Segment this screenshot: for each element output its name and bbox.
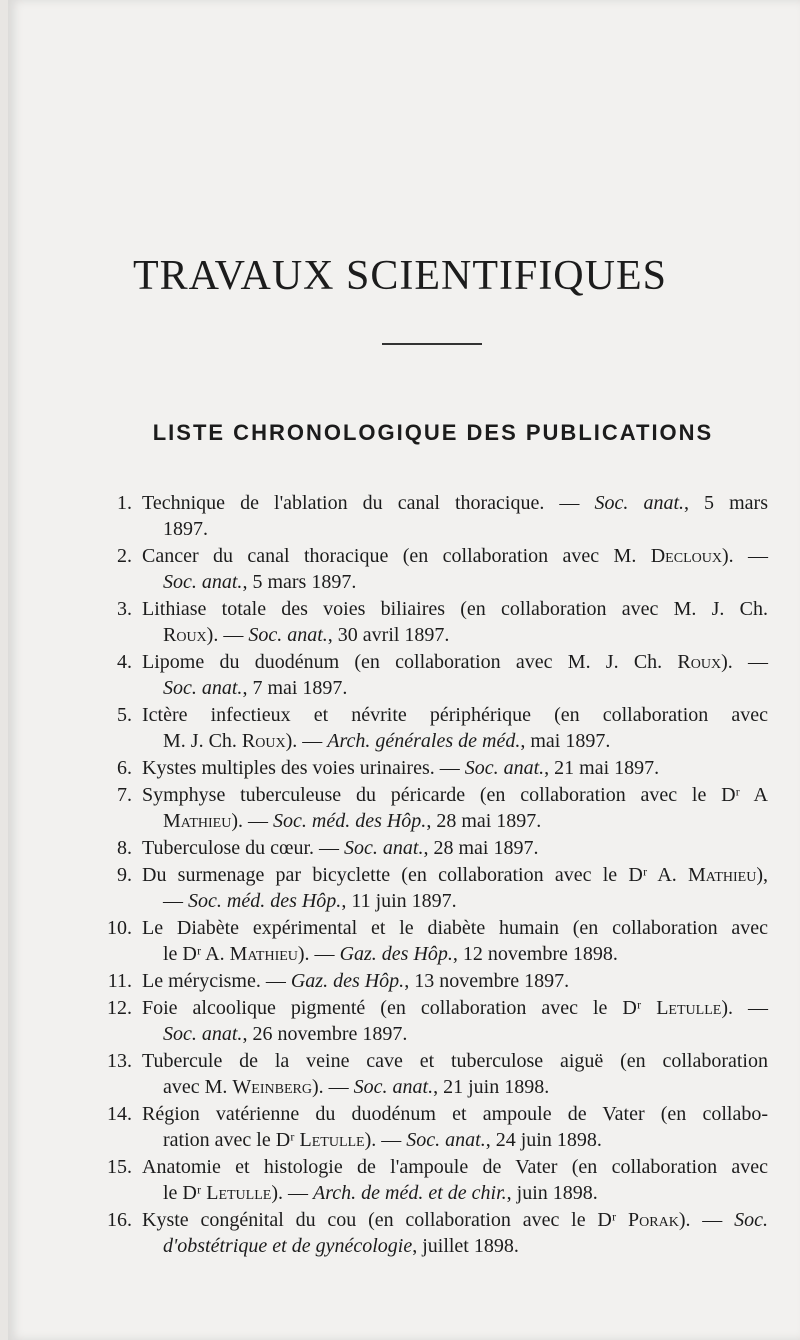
publication-line [142, 755, 659, 781]
citation-text: ). — [285, 730, 328, 752]
journal-citation: Arch. de méd. et de chir. [313, 1182, 507, 1204]
author-name: Weinberg [232, 1076, 312, 1098]
citation-text: Tuberculose du cœur. — [142, 837, 345, 859]
publication-line [142, 782, 768, 808]
citation-text: ). — [231, 810, 273, 832]
citation-text: ration avec le Dʳ [163, 1129, 300, 1151]
publication-number: 8. [117, 837, 132, 859]
citation-text: , juillet 1898. [412, 1235, 519, 1257]
publication-line [142, 1048, 768, 1074]
citation-text: , 13 novembre 1897. [404, 970, 570, 992]
author-name: Roux [677, 651, 722, 673]
citation-text: , 24 juin 1898. [485, 1129, 602, 1151]
citation-text: , 30 avril 1897. [327, 624, 450, 646]
citation-text: , 28 mai 1897. [423, 837, 539, 859]
citation-text: ). — [364, 1129, 407, 1151]
citation-text: , 26 novembre 1897. [242, 1023, 408, 1045]
journal-citation: Soc. anat. [353, 1076, 434, 1098]
citation-text: Lipome du duodénum (en collaboration avec M. J. Ch. [142, 651, 678, 673]
journal-citation: Soc. anat. [594, 492, 684, 514]
publication-line [142, 1154, 768, 1180]
publication-line [142, 1207, 768, 1233]
citation-text: Le mérycisme. — [142, 970, 291, 992]
publication-continuation [163, 1127, 602, 1153]
publication-line [142, 995, 768, 1021]
publication-continuation [163, 1074, 549, 1100]
citation-text: le Dʳ A. [163, 943, 230, 965]
publication-line [142, 596, 768, 622]
author-name: Mathieu [229, 943, 298, 965]
citation-text: Le Diabète expérimental et le diabète humain (en collaboration avec [142, 917, 768, 939]
citation-text: , 7 mai 1897. [242, 677, 348, 699]
journal-citation: Soc. anat. [248, 624, 328, 646]
publication-continuation [163, 675, 347, 701]
journal-citation: Gaz. des Hôp. [290, 970, 405, 992]
citation-text: , 5 mars 1897. [242, 571, 357, 593]
publication-number: 10. [107, 917, 132, 939]
publication-line [142, 543, 768, 569]
citation-text: Symphyse tuberculeuse du péricarde (en collaboration avec le Dʳ A [142, 784, 768, 806]
citation-text: , 12 novembre 1898. [452, 943, 618, 965]
journal-citation: Soc. [734, 1209, 768, 1231]
citation-text: ). — [721, 545, 768, 567]
citation-text: Région vatérienne du duodénum et ampoule de Vater (en collabo- [142, 1103, 768, 1125]
journal-citation: Soc. méd. des Hôp. [188, 890, 342, 912]
publication-continuation [163, 569, 356, 595]
journal-citation: Soc. anat. [163, 1023, 243, 1045]
publication-number: 12. [107, 997, 132, 1019]
publication-number: 6. [117, 757, 132, 779]
publication-number: 14. [107, 1103, 132, 1125]
publication-continuation [163, 516, 208, 542]
publication-number: 5. [117, 704, 132, 726]
journal-citation: Soc. anat. [163, 677, 243, 699]
publication-number: 16. [107, 1209, 132, 1231]
publication-continuation [163, 1180, 598, 1206]
publication-line [142, 968, 569, 994]
citation-text: ). — [271, 1182, 313, 1204]
publication-number: 11. [107, 970, 132, 992]
citation-text: , 11 juin 1897. [341, 890, 457, 912]
publication-number: 4. [117, 651, 132, 673]
citation-text: , 5 mars [684, 492, 768, 514]
publication-number: 2. [117, 545, 132, 567]
publication-continuation [163, 888, 457, 914]
citation-text: , 28 mai 1897. [426, 810, 542, 832]
publication-continuation [163, 808, 541, 834]
journal-citation: Gaz. des Hôp. [339, 943, 453, 965]
citation-text: , 21 mai 1897. [544, 757, 660, 779]
publication-number: 7. [117, 784, 132, 806]
author-name: Roux [163, 624, 207, 646]
citation-text: avec M. [163, 1076, 233, 1098]
author-name: Letulle [299, 1129, 365, 1151]
journal-citation: Soc. anat. [406, 1129, 486, 1151]
citation-text: Ictère infectieux et névrite périphérique (en collaboration avec [142, 704, 768, 726]
citation-text: ), [756, 864, 768, 886]
page-title: TRAVAUX SCIENTIFIQUES [132, 253, 667, 299]
author-name: Letulle [206, 1182, 272, 1204]
journal-citation: Soc. anat. [464, 757, 545, 779]
citation-text: le Dʳ [163, 1182, 207, 1204]
author-name: Porak [628, 1209, 679, 1231]
publication-number: 1. [117, 492, 132, 514]
citation-text: ). — [311, 1076, 354, 1098]
author-name: Letulle [656, 997, 722, 1019]
journal-citation: Soc. méd. des Hôp. [273, 810, 427, 832]
publication-number: 13. [107, 1050, 132, 1072]
author-name: Mathieu [688, 864, 757, 886]
journal-citation: Arch. générales de méd. [327, 730, 521, 752]
section-heading: LISTE CHRONOLOGIQUE DES PUBLICATIONS [152, 420, 714, 445]
citation-text: Foie alcoolique pigmenté (en collaboration avec le Dʳ [142, 997, 657, 1019]
author-name: Roux [241, 730, 286, 752]
citation-text: 1897. [163, 518, 208, 540]
citation-text: — [163, 890, 188, 912]
citation-text: Cancer du canal thoracique (en collaboration avec M. [142, 545, 651, 567]
publication-line [142, 835, 538, 861]
publication-continuation [163, 622, 449, 648]
publication-number: 15. [107, 1156, 132, 1178]
publication-number: 3. [117, 598, 132, 620]
publication-continuation [163, 1233, 519, 1259]
publication-continuation [163, 1021, 407, 1047]
citation-text: ). — [297, 943, 340, 965]
citation-text: ). — [206, 624, 249, 646]
publication-line [142, 1101, 768, 1127]
publication-line [142, 915, 768, 941]
journal-citation: Soc. anat. [344, 837, 424, 859]
publication-continuation [163, 728, 610, 754]
author-name: Mathieu [163, 810, 232, 832]
citation-text: ). — [678, 1209, 735, 1231]
citation-text: M. J. Ch. [163, 730, 242, 752]
citation-text: Kystes multiples des voies urinaires. — [142, 757, 465, 779]
journal-citation: d'obstétrique et de gynécologie [163, 1235, 413, 1257]
publication-line [142, 649, 768, 675]
citation-text: ). — [721, 997, 768, 1019]
citation-text: , mai 1897. [520, 730, 611, 752]
citation-text: Du surmenage par bicyclette (en collaboration avec le Dʳ A. [142, 864, 688, 886]
publication-line [142, 862, 768, 888]
publication-continuation [163, 941, 618, 967]
citation-text: , 21 juin 1898. [433, 1076, 550, 1098]
citation-text: Tubercule de la veine cave et tuberculose aiguë (en collaboration [142, 1050, 768, 1072]
publication-line [142, 702, 768, 728]
citation-text: Lithiase totale des voies biliaires (en collaboration avec M. J. Ch. [142, 598, 768, 620]
publication-number: 9. [117, 864, 132, 886]
publication-line [142, 490, 768, 516]
title-divider [382, 343, 482, 345]
citation-text: ). — [721, 651, 768, 673]
citation-text: , juin 1898. [506, 1182, 598, 1204]
citation-text: Technique de l'ablation du canal thoracique. — [142, 492, 595, 514]
author-name: Decloux [650, 545, 722, 567]
citation-text: Anatomie et histologie de l'ampoule de Vater (en collaboration avec [142, 1156, 768, 1178]
journal-citation: Soc. anat. [163, 571, 243, 593]
citation-text: Kyste congénital du cou (en collaboration avec le Dʳ [142, 1209, 629, 1231]
